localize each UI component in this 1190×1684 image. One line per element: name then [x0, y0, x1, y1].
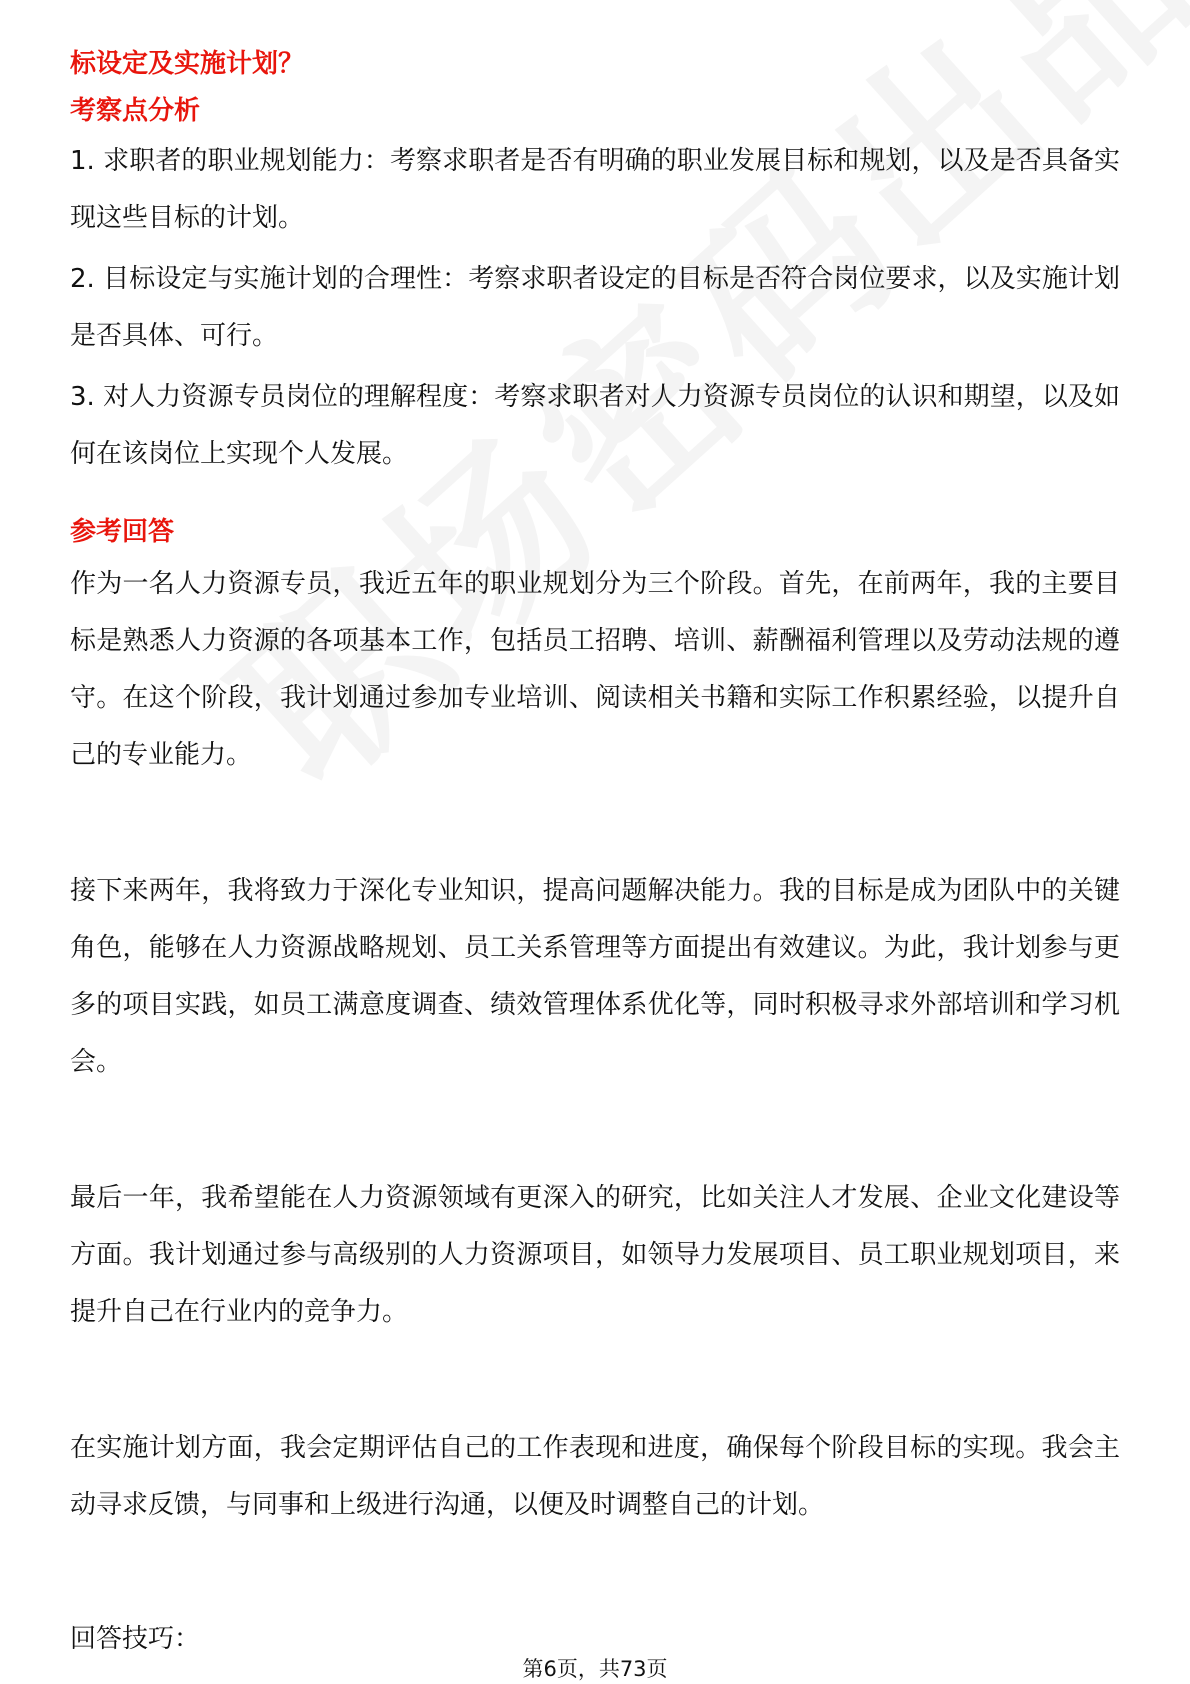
analysis-points-list: [70, 133, 1120, 483]
analysis-heading: 考察点分析: [70, 96, 201, 126]
page-content: [70, 46, 1120, 1668]
answer-paragraph: 最后一年，我希望能在人力资源领域有更深入的研究，比如关注人才发展、企业文化建设等方面。我计划通过参与高级别的人力资源项目，如领导力发展项目、员工职业规划项目，来提升自己在行业内的竞争力。: [70, 1183, 1120, 1327]
answer-paragraph: 在实施计划方面，我会定期评估自己的工作表现和进度，确保每个阶段目标的实现。我会主动寻求反馈，与同事和上级进行沟通，以便及时调整自己的计划。: [70, 1433, 1120, 1520]
reference-answer-heading: 参考回答: [70, 517, 175, 547]
tips-label: 回答技巧：: [70, 1624, 201, 1654]
answer-paragraph: 作为一名人力资源专员，我近五年的职业规划分为三个阶段。首先，在前两年，我的主要目标是熟悉人力资源的各项基本工作，包括员工招聘、培训、薪酬福利管理以及劳动法规的遵守。在这个阶段，我计划通过参加专业培训、阅读相关书籍和实际工作积累经验，以提升自己的专业能力。: [70, 569, 1120, 770]
question-title-tail: 标设定及实施计划？: [70, 49, 305, 79]
analysis-point: 2. 目标设定与实施计划的合理性：考察求职者设定的目标是否符合岗位要求，以及实施计划是否具体、可行。: [70, 264, 1120, 351]
analysis-point: 1. 求职者的职业规划能力：考察求职者是否有明确的职业发展目标和规划，以及是否具备实现这些目标的计划。: [70, 146, 1120, 233]
answer-paragraph: 接下来两年，我将致力于深化专业知识，提高问题解决能力。我的目标是成为团队中的关键角色，能够在人力资源战略规划、员工关系管理等方面提出有效建议。为此，我计划参与更多的项目实践，如员工满意度调查、绩效管理体系优化等，同时积极寻求外部培训和学习机会。: [70, 876, 1120, 1077]
page-footer: 第6页，共73页: [522, 1657, 668, 1681]
analysis-point: 3. 对人力资源专员岗位的理解程度：考察求职者对人力资源专员岗位的认识和期望，以及如何在该岗位上实现个人发展。: [70, 382, 1120, 469]
